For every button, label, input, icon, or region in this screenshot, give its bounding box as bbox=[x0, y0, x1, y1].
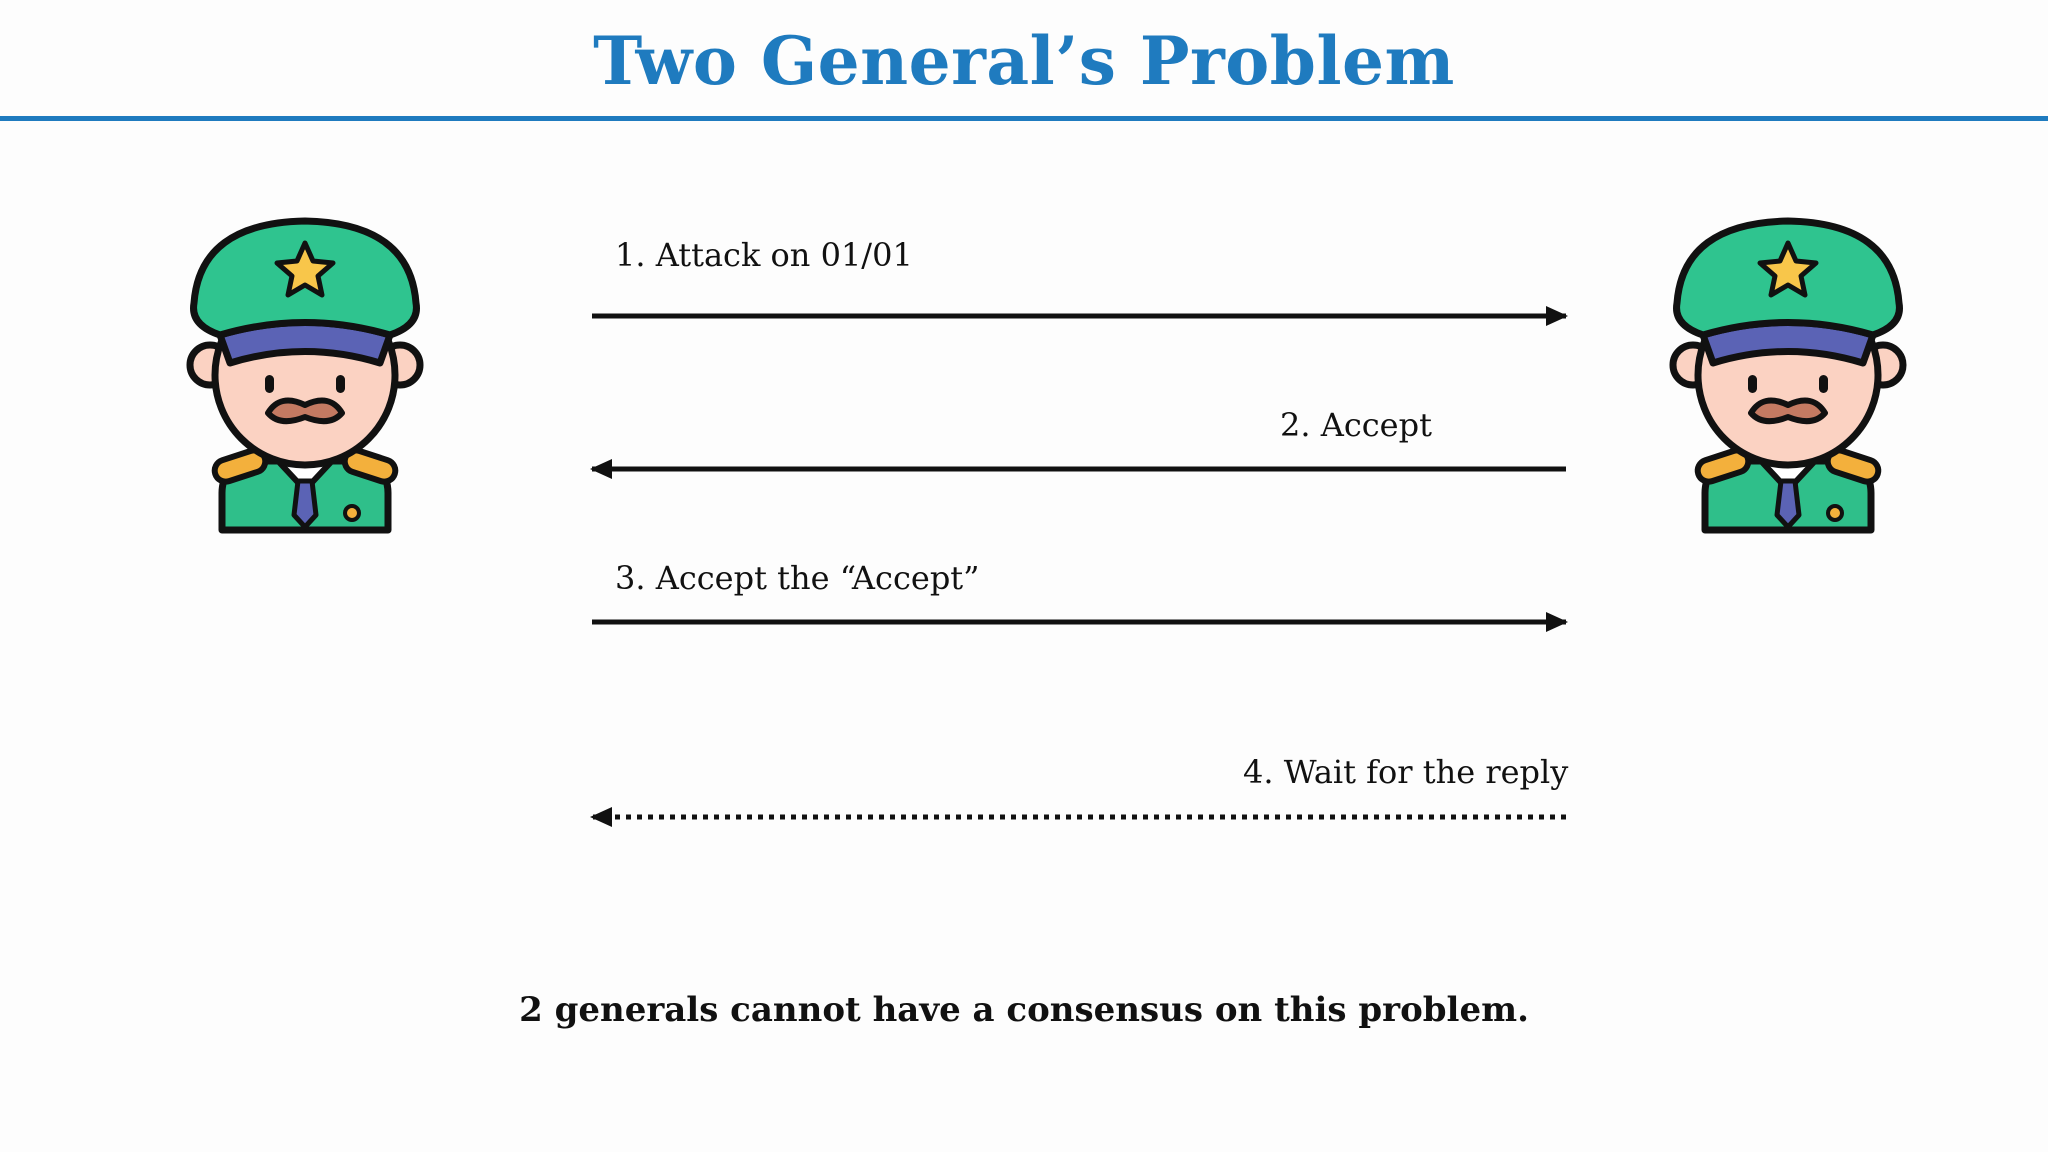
message-1-label: 1. Attack on 01/01 bbox=[615, 236, 913, 274]
message-3-label: 3. Accept the “Accept” bbox=[615, 559, 980, 597]
conclusion-text: 2 generals cannot have a consensus on this problem. bbox=[519, 990, 1529, 1030]
message-2-label: 2. Accept bbox=[1280, 406, 1432, 444]
message-4-label: 4. Wait for the reply bbox=[1243, 753, 1569, 791]
page-title: Two General’s Problem bbox=[593, 22, 1455, 100]
